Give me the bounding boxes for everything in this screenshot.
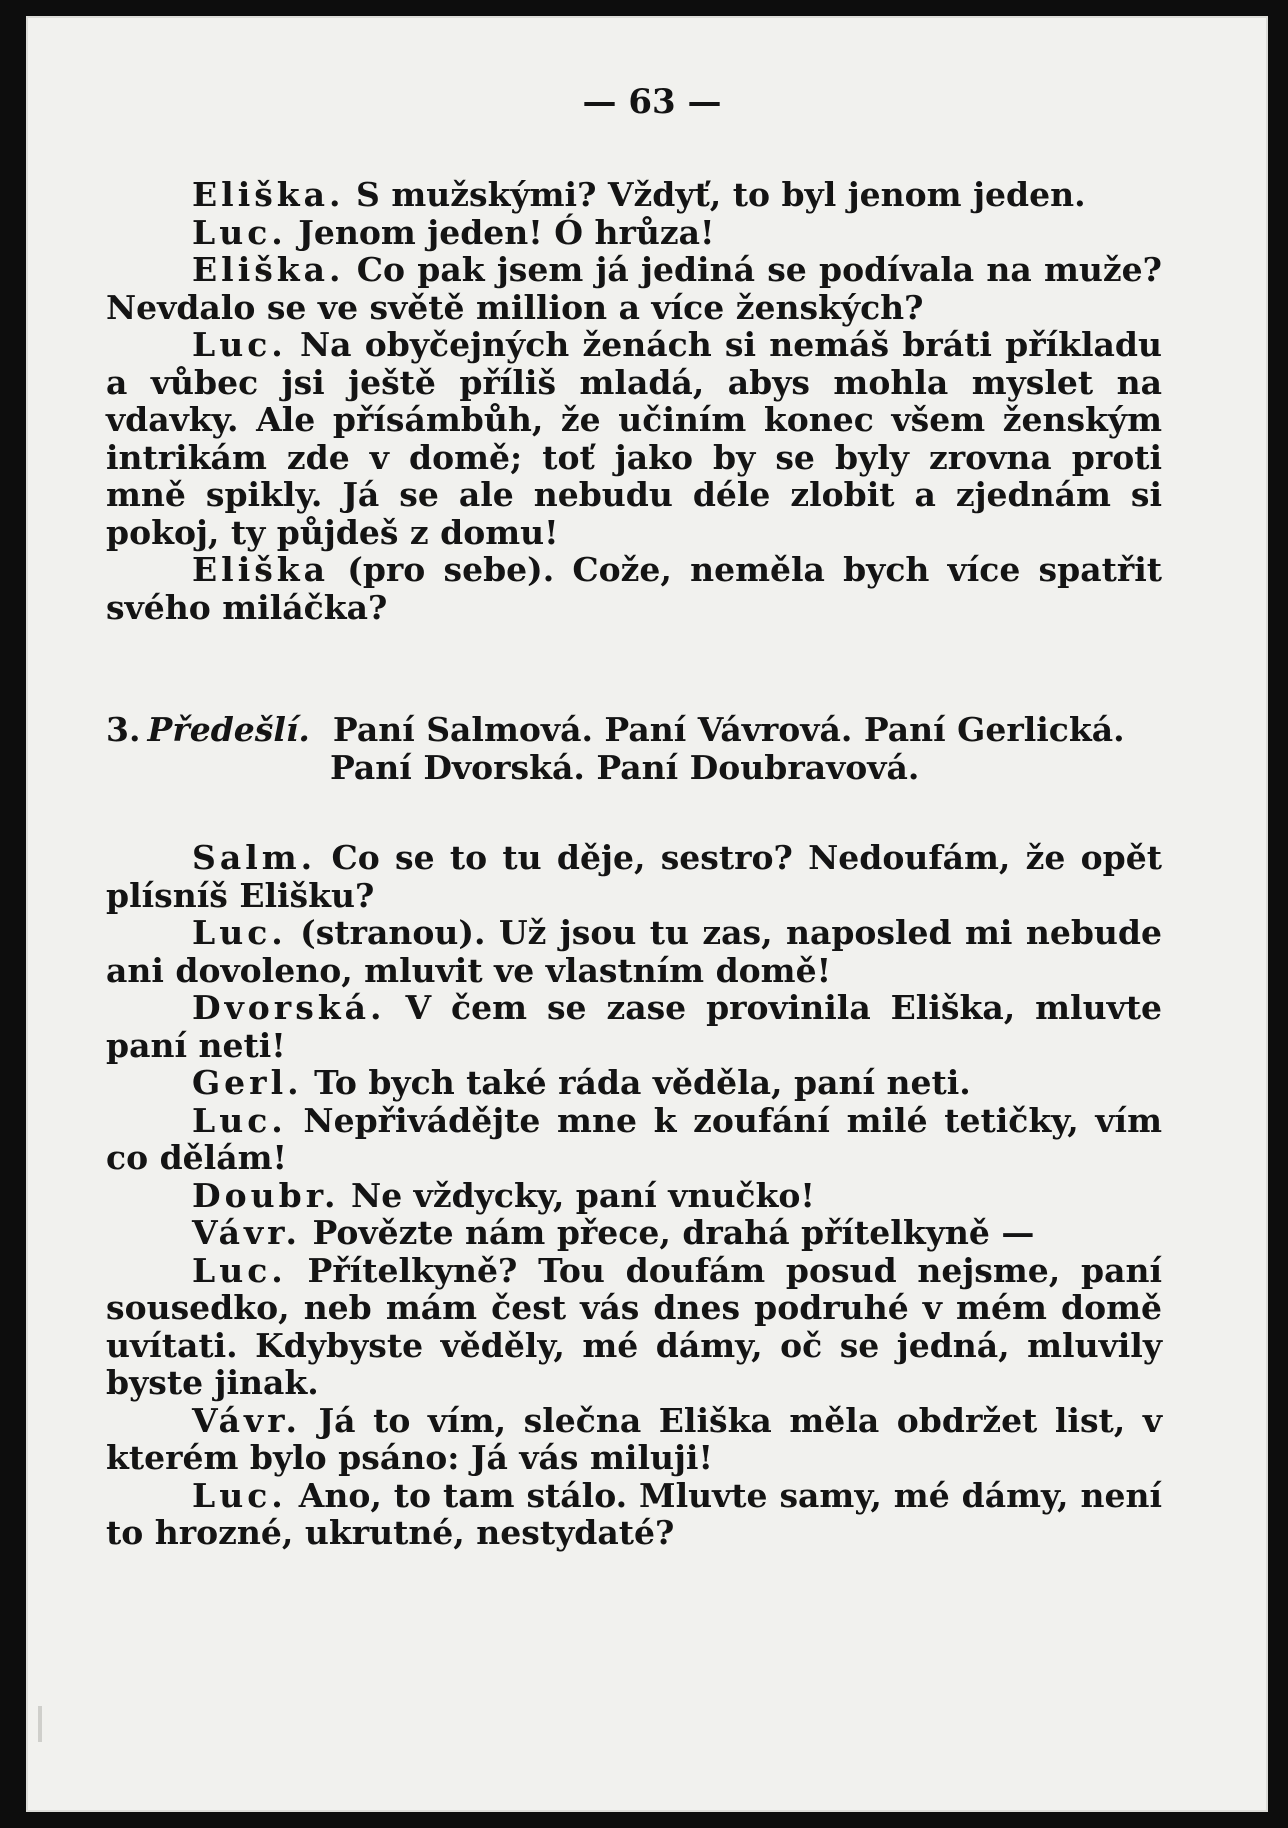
dialogue-line <box>106 551 1162 626</box>
speaker-name: Vávr. <box>192 1400 301 1440</box>
speaker-name: Luc. <box>192 913 287 952</box>
line-text: Přítelkyně? Tou doufám posud nejsme, paní sousedko, neb mám čest vás dnes podruhé v mém domě uvítati. Kdybyste věděly, mé dámy, oč se jedná, mluvily byste jinak. <box>106 1250 1162 1402</box>
dialogue-block-top <box>106 176 1162 626</box>
dialogue-line <box>106 1177 1162 1215</box>
speaker-name: Vávr. <box>192 1213 301 1252</box>
speaker-name: Eliška. <box>192 250 345 289</box>
book-page <box>26 16 1268 1812</box>
line-text: (stranou). Už jsou tu zas, naposled mi nebude ani dovoleno, mluvit ve vlastním domě! <box>106 913 1162 990</box>
line-text: To bych také ráda věděla, paní neti. <box>302 1063 971 1102</box>
dialogue-line <box>106 914 1162 989</box>
dialogue-line <box>106 1252 1162 1402</box>
dialogue-line <box>106 326 1162 551</box>
dialogue-line <box>106 989 1162 1064</box>
line-text: S mužskými? Vždyť, to byl jenom jeden. <box>344 175 1086 214</box>
dialogue-line <box>106 839 1162 914</box>
speaker-name: Salm. <box>192 838 317 877</box>
scene-heading <box>106 711 1162 786</box>
speaker-name: Luc. <box>192 1100 287 1140</box>
dialogue-line <box>106 1064 1162 1102</box>
line-text: Co pak jsem já jediná se podívala na muže? Nevdalo se ve světě million a více ženských? <box>106 250 1162 327</box>
scan-mark <box>38 1706 42 1742</box>
line-text: (pro sebe). Cože, neměla bych více spatřit svého miláčka? <box>106 550 1162 627</box>
line-text: Jenom jeden! Ó hrůza! <box>286 212 715 252</box>
speaker-name: Luc. <box>192 1475 287 1515</box>
scene-cast <box>106 711 1162 786</box>
speaker-name: Eliška <box>192 550 330 589</box>
scene-cast-line2: Paní Dvorská. Paní Doubravová. <box>330 747 920 787</box>
scene-cast-line1: Paní Salmová. Paní Vávrová. Paní Gerlická. <box>332 710 1125 749</box>
line-text: Ano, to tam stálo. Mluvte samy, mé dámy, není to hrozné, ukrutné, nestydaté? <box>106 1475 1162 1552</box>
speaker-name: Eliška. <box>192 175 345 214</box>
dialogue-line <box>106 176 1162 214</box>
line-text: Ne vždycky, paní vnučko! <box>339 1175 815 1215</box>
speaker-name: Luc. <box>192 1250 287 1290</box>
line-text: Já to vím, slečna Eliška měla obdržet list, v kterém bylo psáno: Já vás miluji! <box>106 1400 1162 1477</box>
line-text: Nepřivádějte mne k zoufání milé tetičky, vím co dělám! <box>106 1100 1162 1177</box>
speaker-name: Luc. <box>192 325 287 364</box>
line-text: V čem se zase provinila Eliška, mluvte paní neti! <box>106 988 1162 1065</box>
dialogue-line <box>106 1402 1162 1477</box>
speaker-name: Doubr. <box>192 1175 340 1215</box>
line-text: Povězte nám přece, drahá přítelkyně — <box>300 1213 1035 1252</box>
dialogue-block-bottom <box>106 839 1162 1552</box>
page-number: — 63 — <box>582 82 722 122</box>
speaker-name: Gerl. <box>192 1063 303 1102</box>
dialogue-line <box>106 1214 1162 1252</box>
dialogue-line <box>106 1102 1162 1177</box>
speaker-name: Dvorská. <box>192 988 386 1027</box>
dialogue-line <box>106 251 1162 326</box>
speaker-name: Luc. <box>192 212 287 252</box>
line-text: Na obyčejných ženách si nemáš bráti příkladu a vůbec jsi ještě příliš mladá, abys mohla myslet na vdavky. Ale přísámbůh, že učiním konec všem ženským intrikám zde v domě; toť jako by se byly zrovna proti mně spikly. Já se ale nebudu déle zlobit a zjednám si pokoj, ty půjdeš z domu! <box>106 325 1162 552</box>
scene-number: 3. <box>106 710 141 749</box>
dialogue-line <box>106 1477 1162 1552</box>
dialogue-line <box>106 214 1162 252</box>
scene-label: Předešlí. <box>147 710 310 749</box>
line-text: Co se to tu děje, sestro? Nedoufám, že opět plísníš Elišku? <box>106 838 1162 915</box>
